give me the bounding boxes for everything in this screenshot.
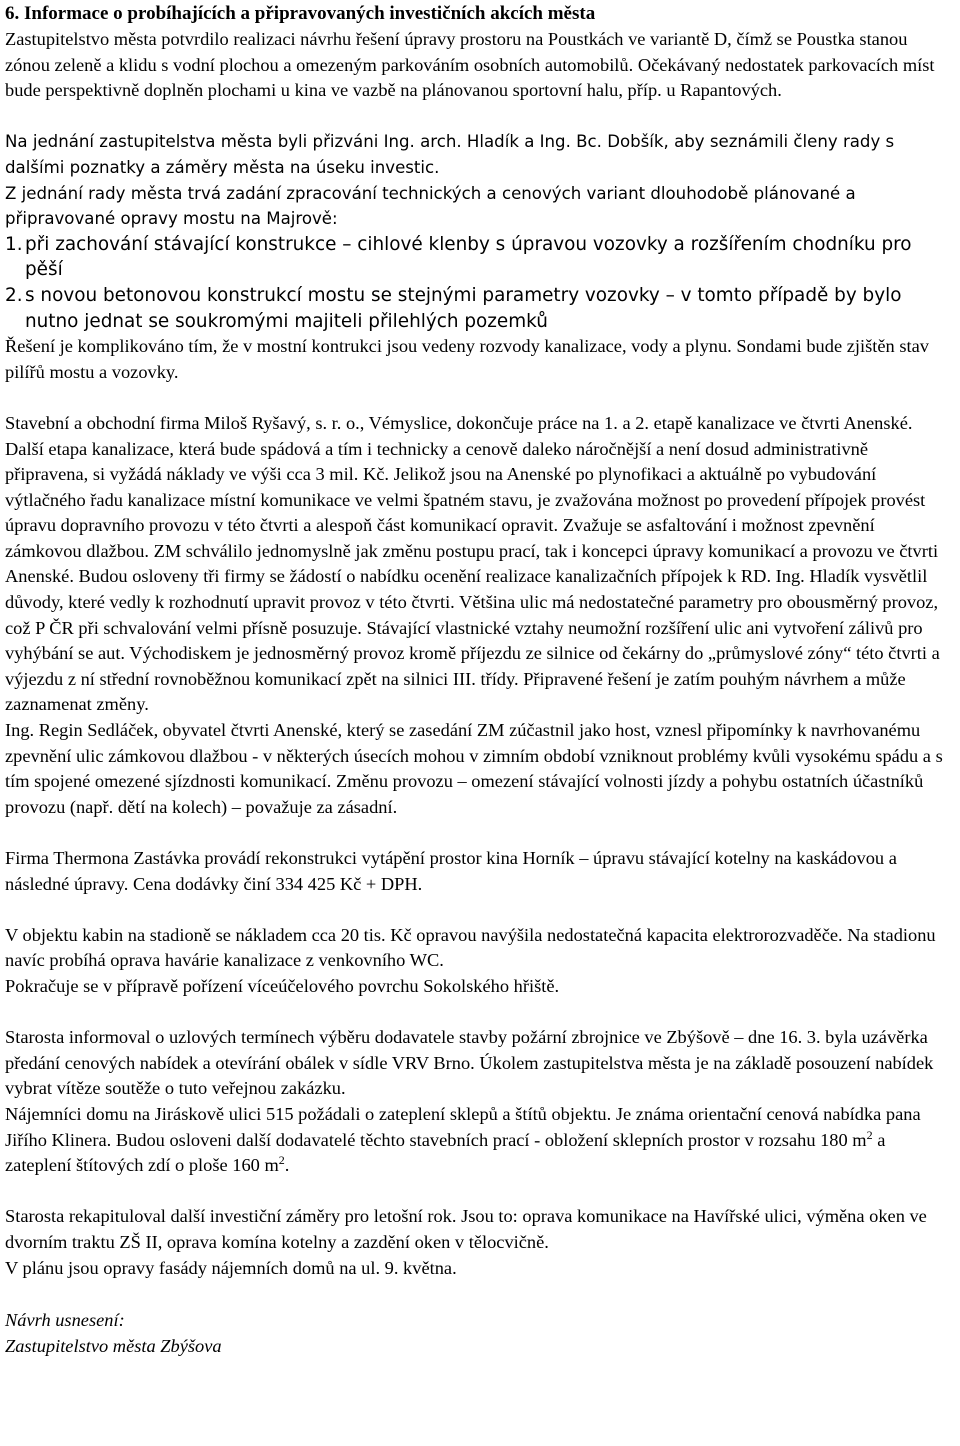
paragraph-sokol-playground: Pokračuje se v přípravě pořízení víceúčelového povrchu Sokolského hřiště.	[5, 975, 560, 996]
paragraph-thermona: Firma Thermona Zastávka provádí rekonstrukci vytápění prostor kina Horník – úpravu stávající kotelny na kaskádovou a následné úpravy. Cena dodávky činí 334 425 Kč + DPH.	[5, 848, 897, 894]
spacer	[5, 1179, 954, 1205]
paragraph-invited: Na jednání zastupitelstva města byli přizváni Ing. arch. Hladík a Ing. Bc. Dobšík, aby seznámili členy rady s dalšími poznatky a záměry města na úseku investic.	[5, 132, 895, 177]
paragraph-poustky-text: Zastupitelstvo města potvrdilo realizaci návrhu řešení úpravy prostoru na Poustkách ve variantě D, čímž se Poustka stanou zónou zeleně a klidu s vodní plochou a omezeným parkováním osobních automobilů.	[5, 29, 908, 75]
section-heading: 6. Informace o probíhajících a připravovaných investičních akcích města	[5, 3, 596, 24]
list-item-text: při zachování stávající konstrukce – cihlové klenby s úpravou vozovky a rozšířením chodníku pro pěší	[25, 233, 912, 281]
paragraph-sedlacek: Ing. Regin Sedláček, obyvatel čtvrti Anenské, který se zasedání ZM zúčastnil jako host, vznesl připomínky k navrhovanému zpevnění ulic zámkovou dlažbou - v některých úsecích mohou v zimním období vzniknout problémy kvůli vysokému spádu a s tím spojené omezené sjízdnosti komunikací. Změnu provozu – omezení stávající volnosti jízdy a pohybu ostatních účastníků provozu (např. dětí na kolech) – považuje za zásadní.	[5, 720, 943, 817]
list-item	[5, 232, 954, 283]
paragraph-jiraskova	[5, 1102, 954, 1179]
list-item	[5, 283, 954, 334]
superscript: 2	[866, 1127, 873, 1142]
paragraph-stadium: V objektu kabin na stadioně se nákladem cca 20 tis. Kč opravou navýšila nedostatečná kapacita elektrorozvaděče. Na stadionu navíc probíhá oprava havárie kanalizace z venkovního WC.	[5, 924, 936, 971]
paragraph-bridge-intro: Z jednání rady města trvá zadání zpracování technických a cenových variant dlouhodobě plánované a připravované opravy mostu na Majrově:	[5, 183, 856, 229]
resolution-label: Návrh usnesení:	[5, 1309, 125, 1330]
spacer	[5, 385, 954, 411]
spacer	[5, 820, 954, 846]
list-item-number: 2.	[5, 284, 23, 306]
jiraskova-text-middle: a zateplení štítových zdí o ploše 160 m	[5, 1129, 886, 1176]
paragraph-bridge-complications: Řešení je komplikováno tím, že v mostní kontrukci jsou vedeny rozvody kanalizace, vody a plynu. Sondami bude zjištěn stav pilířů mostu a vozovky.	[5, 336, 929, 382]
jiraskova-text-end: .	[284, 1155, 290, 1176]
jiraskova-text-start: Nájemníci domu na Jiráskově ulici 515 požádali o zateplení sklepů a štítů objektu. Je známa orientační cenová nabídka pana Jiřího Klinera. Budou osloveni další dodavatelé těchto stavebních prací - obložení sklepních prostor v rozsahu 180 m	[5, 1103, 921, 1150]
spacer	[5, 1281, 954, 1307]
paragraph-facades: V plánu jsou opravy fasády nájemních domů na ul. 9. května.	[5, 1257, 457, 1278]
spacer	[5, 1000, 954, 1026]
paragraph-parking-text: Očekávaný nedostatek parkovacích míst bude perspektivně doplněn plochami u kina ve vazbě na plánovanou sportovní halu, příp. u Rapantových.	[5, 54, 935, 101]
paragraph-sewerage: Stavební a obchodní firma Miloš Ryšavý, s. r. o., Vémyslice, dokončuje práce na 1. a 2. etapě kanalizace ve čtvrti Anenské. Další etapa kanalizace, která bude spádová a tím i technicky a cenově daleko náročnější a není dosud administrativně připravena, si vyžádá náklady ve výši cca 3 mil. Kč. Jelikož jsou na Anenské po plynofikaci a aktuálně po vybudování výtlačného řadu kanalizace místní komunikace ve velmi špatném stavu, je zvažována možnost po provedení přípojek provést úpravu dopravního provozu v této čtvrti a alespoň část komunikací opravit. Zvažuje se asfaltování i možnost zpevnění zámkovou dlažbou. ZM schválilo jednomyslně jak změnu postupu prací, tak i koncepci úpravy komunikací a provozu ve čtvrti Anenské. Budou osloveny tři firmy se žádostí o nabídku ocenění realizace kanalizačních přípojek k RD. Ing. Hladík vysvětlil důvody, které vedly k rozhodnutí upravit provoz v této čtvrti. Většina ulic má nedostatečné parametry pro obousměrný provoz, což P ČR při schvalování velmi přísně posuzuje. Stávající vlastnické vztahy neumožní rozšíření ulic ani vytvoření zálivů pro vyhýbání se aut. Východiskem je jednosměrný provoz kromě příjezdu ze silnice od čekárny do „průmyslové zóny“ této čtvrti a výjezdu z ní střední rovnoběžnou komunikací zpět na silnici III. třídy. Připravené řešení je zatím pouhým návrhem a může zaznamenat změny.	[5, 412, 940, 715]
superscript: 2	[278, 1153, 285, 1167]
spacer	[5, 897, 954, 923]
resolution-body: Zastupitelstvo města Zbýšova	[5, 1335, 222, 1356]
paragraph-plans: Starosta rekapituloval další investiční záměry pro letošní rok. Jsou to: oprava komunikace na Havířské ulici, výměna oken ve dvorním traktu ZŠ II, oprava komína kotelny a zazdění oken v tělocvičně.	[5, 1206, 927, 1252]
paragraph-poustky	[5, 27, 954, 104]
list-item-text: s novou betonovou konstrukcí mostu se stejnými parametry vozovky – v tomto případě by bylo nutno jednat se soukromými majiteli přilehlých pozemků	[25, 284, 902, 332]
spacer	[5, 104, 954, 130]
paragraph-fire-station: Starosta informoval o uzlových termínech výběru dodavatele stavby požární zbrojnice ve Zbýšově – dne 16. 3. byla uzávěrka předání cenových nabídek a otevírání obálek v sídle VRV Brno. Úkolem zastupitelstva města je na základě posouzení nabídek vybrat vítěze soutěže o tuto veřejnou zakázku.	[5, 1027, 934, 1099]
list-item-number: 1.	[5, 233, 23, 255]
